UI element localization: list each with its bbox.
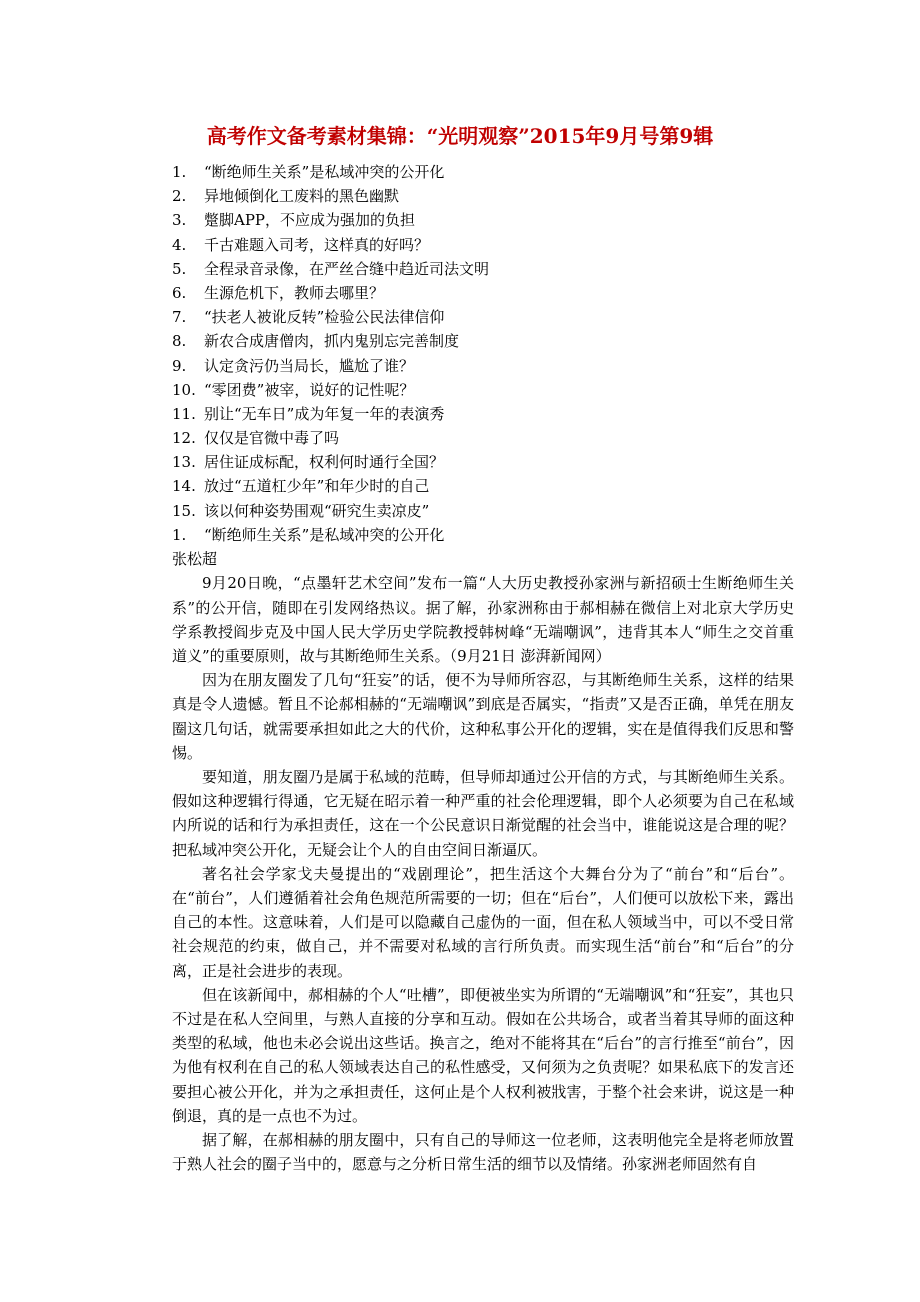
toc-item-number: 11.	[172, 404, 196, 423]
toc-item	[172, 305, 489, 329]
toc-item-number: 14.	[172, 477, 196, 496]
toc-item	[172, 329, 489, 353]
toc-item-text: 仅仅是官微中毒了吗	[204, 429, 340, 448]
toc-item-text: 新农合成唐僧肉，抓内鬼别忘完善制度	[204, 332, 460, 351]
toc-item-text: 居住证成标配，权利何时通行全国？	[204, 453, 445, 472]
article-paragraph: 但在该新闻中，郝相赫的个人“吐槽”，即便被坐实为所谓的“无端嘲讽”和“狂妄”，其也只不过是在私人空间里，与熟人直接的分享和互动。假如在公共场合，或者当着其导师的面这种类型的私域，他也未必会说出这些话。换言之，绝对不能将其在“后台”的言行推至“前台”，因为他有权利在自己的私人领域表达自己的私性感受，又何须为之负责呢？如果私底下的发言还要担心被公开化，并为之承担责任，这何止是个人权利被戕害，于整个社会来讲，说这是一种倒退，真的是一点也不为过。	[172, 985, 794, 1125]
toc-item	[172, 426, 489, 450]
toc-item-text: 认定贪污仍当局长，尴尬了谁？	[204, 356, 415, 375]
document-title: 高考作文备考素材集锦：“光明观察”2015年9月号第9辑	[206, 124, 714, 148]
article-heading	[172, 523, 794, 547]
article-paragraph: 据了解，在郝相赫的朋友圈中，只有自己的导师这一位老师，这表明他完全是将老师放置于熟人社会的圈子当中的，愿意与之分析日常生活的细节以及情绪。孙家洲老师固然有自	[172, 1131, 794, 1174]
toc-item	[172, 474, 489, 498]
toc-item-number: 9.	[172, 356, 187, 375]
article-paragraph: 因为在朋友圈发了几句“狂妄”的话，便不为导师所容忍，与其断绝师生关系，这样的结果真是令人遗憾。暂且不论郝相赫的“无端嘲讽”到底是否属实，“指责”又是否正确，单凭在朋友圈这几句话，就需要承担如此之大的代价，这种私事公开化的逻辑，实在是值得我们反思和警惕。	[172, 671, 794, 762]
toc-item-number: 2.	[172, 187, 187, 206]
toc-item-text: “断绝师生关系”是私域冲突的公开化	[204, 163, 445, 181]
article-paragraph: 著名社会学家戈夫曼提出的“戏剧理论”，把生活这个大舞台分为了“前台”和“后台”。在“前台”，人们遵循着社会角色规范所需要的一切；但在“后台”，人们便可以放松下来，露出自己的本性。这意味着，人们是可以隐藏自己虚伪的一面，但在私人领域当中，可以不受日常社会规范的约束，做自己，并不需要对私域的言行所负责。而实现生活“前台”和“后台”的分离，正是社会进步的表现。	[172, 864, 794, 980]
toc-item	[172, 402, 489, 426]
toc-item	[172, 281, 489, 305]
toc-item	[172, 257, 489, 281]
article-title: “断绝师生关系”是私域冲突的公开化	[204, 526, 445, 544]
toc-item-number: 12.	[172, 429, 196, 448]
toc-item	[172, 499, 489, 523]
toc-item-text: 全程录音录像，在严丝合缝中趋近司法文明	[204, 259, 490, 278]
toc-item	[172, 233, 489, 257]
table-of-contents	[172, 160, 489, 523]
toc-item-number: 10.	[172, 380, 196, 399]
toc-item-text: 异地倾倒化工废料的黑色幽默	[204, 187, 400, 206]
article-paragraph: 9月20日晚，“点墨轩艺术空间”发布一篇“人大历史教授孙家洲与新招硕士生断绝师生关系”的公开信，随即在引发网络热议。据了解，孙家洲称由于郝相赫在微信上对北京大学历史学系教授阎步克及中国人民大学历史学院教授韩树峰“无端嘲讽”，违背其本人“师生之交首重道义”的重要原则，故与其断绝师生关系。（9月21日 澎湃新闻网）	[172, 574, 794, 665]
toc-item-text: 千古难题入司考，这样真的好吗？	[204, 235, 430, 254]
toc-item-text: 别让“无车日”成为年复一年的表演秀	[204, 404, 445, 423]
toc-item	[172, 160, 489, 184]
toc-item-number: 13.	[172, 453, 196, 472]
toc-item-number: 7.	[172, 308, 187, 327]
toc-item-text: 该以何种姿势围观“研究生卖凉皮”	[204, 501, 430, 520]
toc-item-number: 3.	[172, 211, 187, 230]
toc-item	[172, 208, 489, 232]
toc-item	[172, 354, 489, 378]
toc-item	[172, 184, 489, 208]
toc-item-text: “扶老人被讹反转”检验公民法律信仰	[204, 308, 445, 327]
article-number: 1.	[172, 526, 187, 544]
article	[172, 523, 794, 1176]
toc-item	[172, 378, 489, 402]
toc-item-number: 4.	[172, 235, 187, 254]
toc-item-number: 6.	[172, 283, 187, 302]
article-paragraph: 要知道，朋友圈乃是属于私域的范畴，但导师却通过公开信的方式，与其断绝师生关系。假如这种逻辑行得通，它无疑在昭示着一种严重的社会伦理逻辑，即个人必须要为自己在私域内所说的话和行为承担责任，这在一个公民意识日渐觉醒的社会当中，谁能说这是合理的呢？把私域冲突公开化，无疑会让个人的自由空间日渐逼仄。	[172, 768, 794, 859]
toc-item-number: 8.	[172, 332, 187, 351]
toc-item-number: 1.	[172, 163, 187, 181]
toc-item-number: 5.	[172, 259, 187, 278]
toc-item-text: “零团费”被宰，说好的记性呢？	[204, 380, 415, 399]
toc-item-text: 放过“五道杠少年”和年少时的自己	[204, 477, 430, 496]
article-author: 张松超	[172, 550, 218, 569]
toc-item-number: 15.	[172, 501, 196, 520]
toc-item-text: 蹩脚APP，不应成为强加的负担	[204, 211, 416, 230]
toc-item-text: 生源危机下，教师去哪里？	[204, 283, 385, 302]
toc-item	[172, 450, 489, 474]
